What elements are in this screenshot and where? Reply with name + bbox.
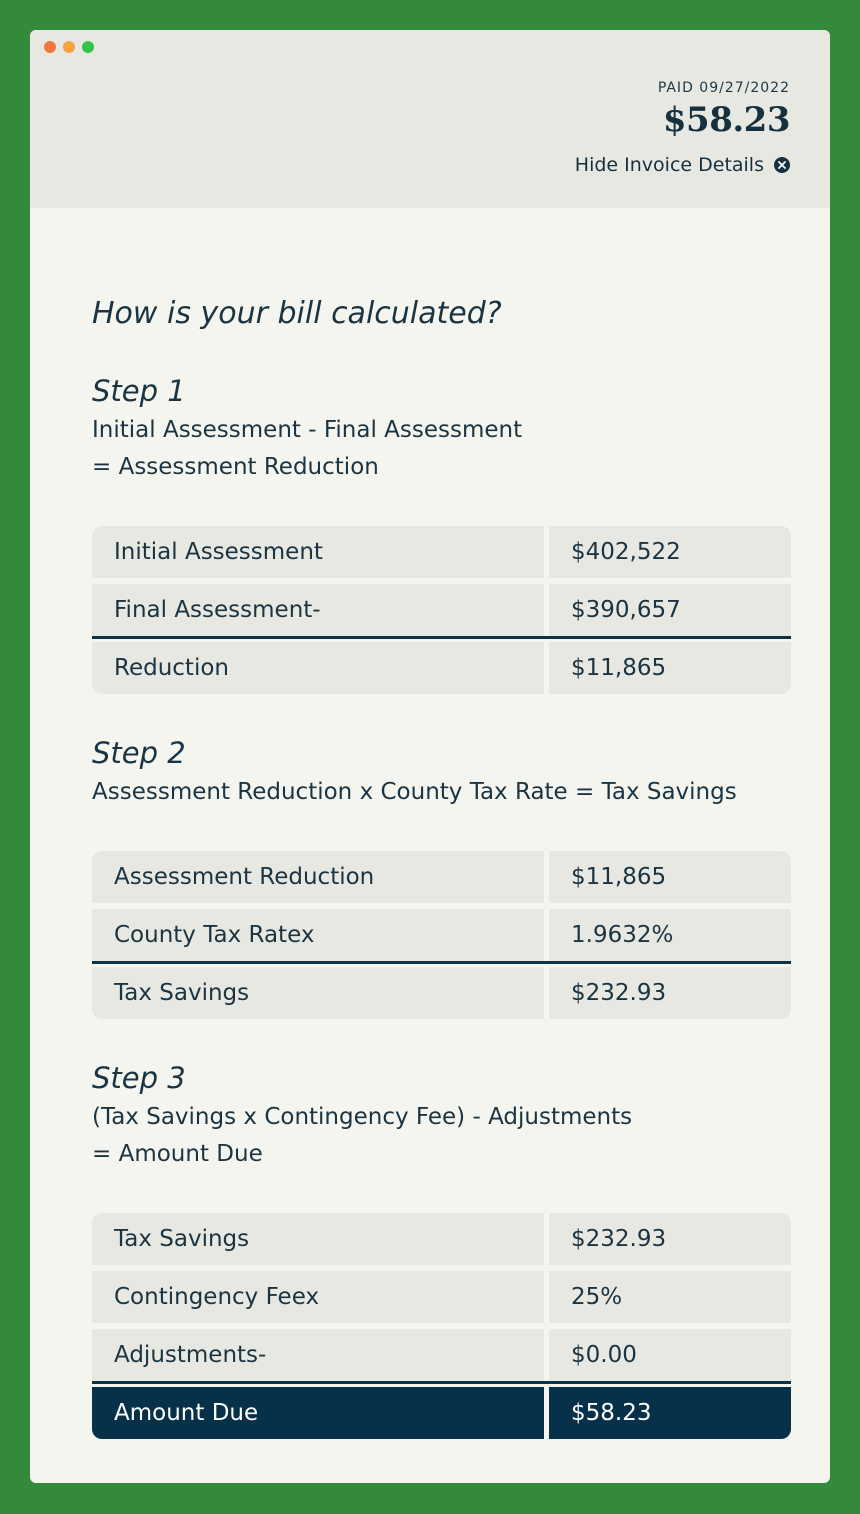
hide-invoice-details-button[interactable]: [575, 154, 790, 176]
row-label: County Tax Ratex: [92, 909, 544, 961]
formula-line: Initial Assessment - Final Assessment: [92, 417, 523, 443]
formula-line: = Assessment Reduction: [92, 454, 379, 480]
calculation-table: [92, 851, 791, 1019]
formula-line: (Tax Savings x Contingency Fee) - Adjustments: [92, 1104, 633, 1130]
row-value: $58.23: [549, 1387, 791, 1439]
row-value: 1.9632%: [549, 909, 791, 961]
hide-invoice-details-label: Hide Invoice Details: [574, 154, 764, 176]
row-label: Assessment Reduction: [92, 851, 544, 903]
table-row: [92, 526, 791, 578]
window-controls: [44, 41, 94, 53]
bill-calculation: [92, 208, 791, 1439]
step-title: Step 3: [92, 1061, 186, 1095]
table-row-result: [92, 967, 791, 1019]
calculation-table: [92, 1213, 791, 1439]
step-title: Step 2: [92, 736, 186, 770]
step-formula: [92, 412, 791, 486]
maximize-window-button[interactable]: [82, 41, 94, 53]
row-value: $11,865: [549, 851, 791, 903]
table-row: [92, 909, 791, 964]
step-formula: [92, 774, 791, 811]
step-2: [92, 736, 791, 1019]
row-label: Contingency Feex: [92, 1271, 544, 1323]
row-value: $0.00: [549, 1329, 791, 1381]
row-value: 25%: [549, 1271, 791, 1323]
close-icon: [774, 157, 790, 173]
table-row: [92, 1329, 791, 1384]
row-value: $11,865: [549, 642, 791, 694]
invoice-header: [30, 30, 830, 208]
calculation-table: [92, 526, 791, 694]
row-label: Final Assessment-: [92, 584, 544, 636]
step-1: [92, 374, 791, 694]
table-row: [92, 584, 791, 639]
row-label: Amount Due: [92, 1387, 544, 1439]
formula-line: = Amount Due: [92, 1141, 263, 1167]
payment-summary: [575, 80, 790, 176]
paid-amount: $58.23: [662, 100, 790, 140]
row-value: $390,657: [549, 584, 791, 636]
row-label: Tax Savings: [92, 967, 544, 1019]
invoice-window: [30, 30, 830, 1483]
row-label: Tax Savings: [92, 1213, 544, 1265]
formula-line: Assessment Reduction x County Tax Rate = Tax Savings: [92, 779, 737, 805]
row-value: $402,522: [549, 526, 791, 578]
amount-due-row: [92, 1387, 791, 1439]
table-row: [92, 1271, 791, 1323]
table-row: [92, 1213, 791, 1265]
table-row-result: [92, 642, 791, 694]
step-3: [92, 1061, 791, 1439]
row-value: $232.93: [549, 1213, 791, 1265]
row-label: Reduction: [92, 642, 544, 694]
row-value: $232.93: [549, 967, 791, 1019]
step-title: Step 1: [92, 374, 186, 408]
table-row: [92, 851, 791, 903]
row-label: Initial Assessment: [92, 526, 544, 578]
minimize-window-button[interactable]: [63, 41, 75, 53]
step-formula: [92, 1099, 791, 1173]
close-window-button[interactable]: [44, 41, 56, 53]
paid-date-label: PAID 09/27/2022: [657, 80, 790, 96]
row-label: Adjustments-: [92, 1329, 544, 1381]
section-title: How is your bill calculated?: [92, 296, 502, 331]
